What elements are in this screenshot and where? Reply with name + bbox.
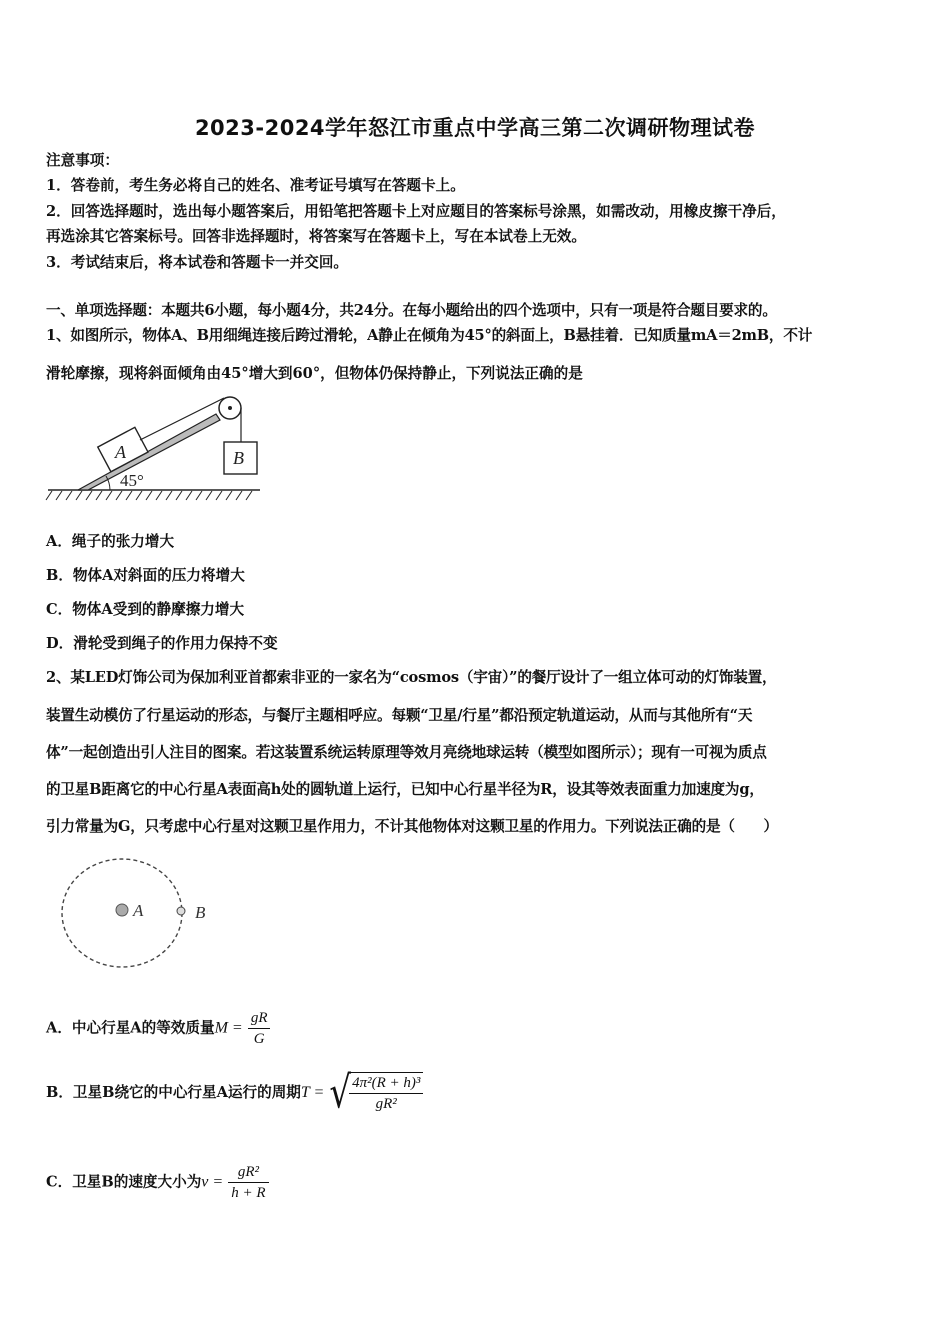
q2-option-a-lhs: M =: [214, 1019, 243, 1037]
page-title: 2023-2024学年怒江市重点中学高三第二次调研物理试卷: [194, 116, 756, 140]
block-a-label: A: [115, 442, 126, 462]
planet-a-label: A: [133, 901, 144, 920]
block-b-label: B: [233, 448, 244, 468]
notice-heading: 注意事项：: [46, 152, 119, 169]
q2-option-b-fraction: [349, 1072, 423, 1114]
notice-item-2b: 再选涂其它答案标号。回答非选择题时，将答案写在答题卡上，写在本试卷上无效。: [46, 228, 586, 245]
q2-option-b-text: B．卫星B绕它的中心行星A运行的周期: [46, 1084, 301, 1101]
incline-plane: [78, 414, 220, 490]
q1-option-a: A．绳子的张力增大: [46, 533, 175, 550]
q2-option-b-numerator: 4π²(R + h)³: [349, 1073, 423, 1094]
q2-stem-line-2: 装置生动模仿了行星运动的形态，与餐厅主题相呼应。每颗“卫星/行星”都沿预定轨道运动，从而与其他所有“天: [46, 707, 753, 724]
q2-stem-line-3: 体”一起创造出引人注目的图案。若这装置系统运转原理等效月亮绕地球运转（模型如图所示）；现有一可视为质点: [46, 744, 767, 761]
q2-option-c-denominator: h + R: [231, 1185, 266, 1201]
q2-option-b-lhs: T =: [300, 1084, 325, 1101]
section-heading: 一、单项选择题：本题共6小题，每小题4分，共24分。在每小题给出的四个选项中，只有一项是符合题目要求的。: [46, 302, 777, 319]
q2-option-c-lhs: v =: [201, 1173, 224, 1191]
q1-option-c: C．物体A受到的静摩擦力增大: [46, 601, 245, 618]
angle-label: 45°: [120, 471, 144, 490]
satellite-b: [177, 907, 185, 915]
q2-option-c-fraction: [228, 1162, 268, 1203]
q2-option-b-denominator: gR²: [375, 1096, 397, 1112]
q2-option-a-fraction: [248, 1008, 271, 1049]
q2-option-a: [46, 1008, 270, 1049]
q1-option-b: B．物体A对斜面的压力将增大: [46, 567, 245, 584]
q2-option-a-denominator: G: [253, 1031, 265, 1047]
q2-option-a-text: A．中心行星A的等效质量: [46, 1019, 215, 1037]
notice-item-3: 3．考试结束后，将本试卷和答题卡一并交回。: [46, 254, 349, 271]
sqrt-sign: √: [329, 1067, 352, 1119]
orbit-figure: [58, 856, 228, 970]
q1-option-d: D．滑轮受到绳子的作用力保持不变: [46, 635, 278, 652]
q2-stem-line-5: 引力常量为G，只考虑中心行星对这颗卫星作用力，不计其他物体对这颗卫星的作用力。下列说法正确的是（ ）: [46, 818, 778, 835]
notice-item-1: 1．答卷前，考生务必将自己的姓名、准考证号填写在答题卡上。: [46, 177, 465, 194]
q2-option-c-numerator: gR²: [228, 1162, 268, 1183]
incline-pulley-figure: [44, 394, 264, 506]
q2-option-c-text: C．卫星B的速度大小为: [46, 1173, 202, 1191]
satellite-b-label: B: [195, 903, 206, 922]
q2-stem-line-4: 的卫星B距离它的中心行星A表面高h处的圆轨道上运行，已知中心行星半径为R，设其等效表面重力加速度为g，: [46, 781, 764, 798]
q1-stem-line-2: 滑轮摩擦，现将斜面倾角由45°增大到60°，但物体仍保持静止，下列说法正确的是: [46, 365, 583, 382]
q1-stem-line-1: 1、如图所示，物体A、B用细绳连接后跨过滑轮，A静止在倾角为45°的斜面上，B悬挂着．已知质量mA＝2mB，不计: [46, 327, 813, 344]
q2-stem-line-1: 2、某LED灯饰公司为保加利亚首都索非亚的一家名为“cosmos（宇宙）”的餐厅设计了一组立体可动的灯饰装置，: [46, 669, 777, 686]
notice-item-2a: 2．回答选择题时，选出每小题答案后，用铅笔把答题卡上对应题目的答案标号涂黑，如需改动，用橡皮擦干净后，: [46, 203, 786, 220]
q2-option-c: [46, 1162, 269, 1203]
q2-option-b: [46, 1067, 423, 1119]
q2-option-a-numerator: gR: [248, 1008, 271, 1029]
planet-a: [116, 904, 128, 916]
